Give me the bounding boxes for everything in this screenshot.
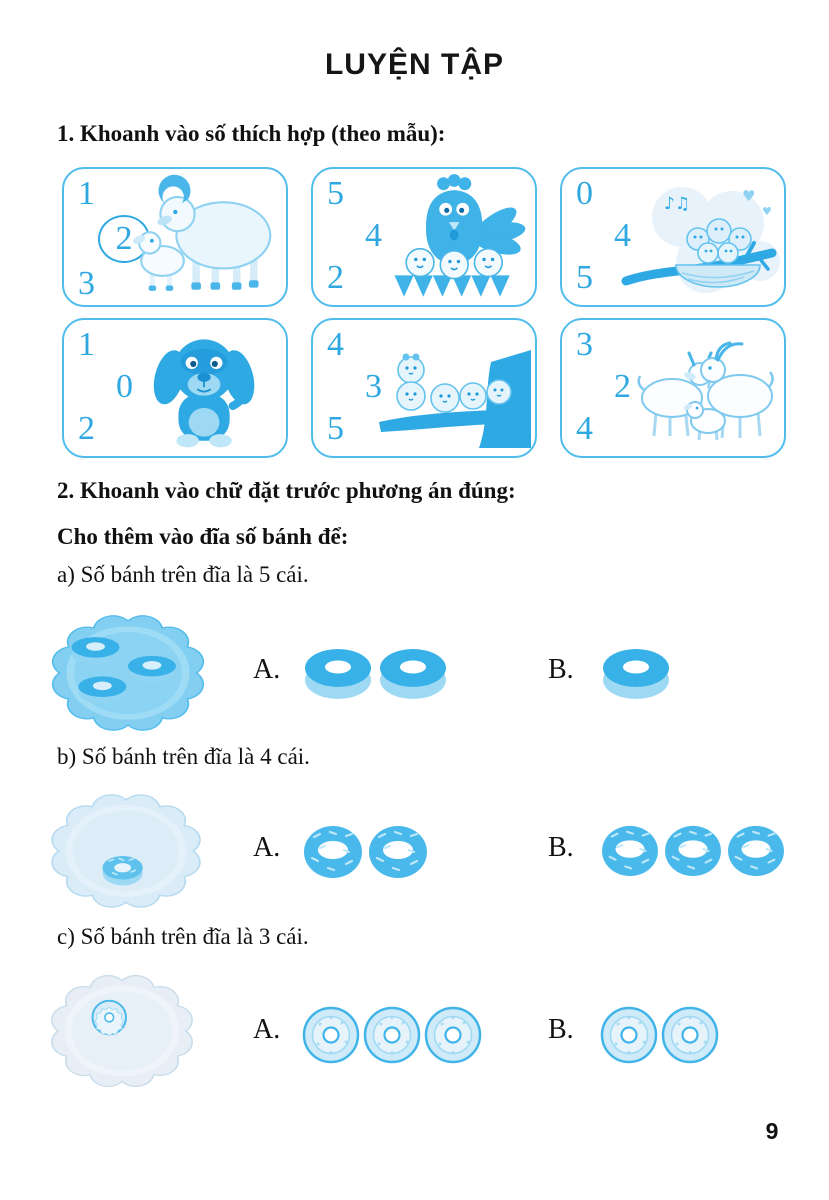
page-number: 9 — [765, 1118, 779, 1144]
item-a-row — [0, 608, 829, 742]
exercise1-box-nest — [560, 167, 786, 307]
number-choice[interactable]: 2 — [327, 259, 344, 296]
exercise1-box-hen — [311, 167, 537, 307]
donut-sprinkle-icon — [367, 824, 429, 880]
number-choice[interactable]: 4 — [576, 410, 593, 447]
exercise1-box-puppy — [62, 318, 288, 458]
donut-top-icon — [302, 1006, 360, 1064]
exercise1-heading: 1. Khoanh vào số thích hợp (theo mẫu): — [57, 121, 446, 146]
number-choice[interactable]: 0 — [576, 175, 593, 212]
item-c-label: c) Số bánh trên đĩa là 3 cái. — [57, 924, 309, 949]
exercise1-box-goats — [560, 318, 786, 458]
donut-sprinkle-icon — [302, 824, 364, 880]
donut-top-icon — [661, 1006, 719, 1064]
option-b-label[interactable]: B. — [548, 654, 574, 685]
donut-sprinkle-icon — [600, 824, 660, 878]
option-b-donuts[interactable] — [600, 824, 786, 878]
item-b-row — [0, 786, 829, 920]
donut-sprinkle-icon — [663, 824, 723, 878]
svg-text:♥: ♥ — [762, 205, 772, 218]
exercise2-subheading: Cho thêm vào đĩa số bánh để: — [57, 524, 349, 549]
exercise2-heading: 2. Khoanh vào chữ đặt trước phương án đúng: — [57, 478, 516, 503]
sheep-and-lamb-illustration — [122, 173, 282, 301]
plate-with-1-donut-illustration — [42, 968, 202, 1099]
number-choice[interactable]: 2 — [614, 368, 631, 405]
number-choice[interactable]: 4 — [614, 217, 631, 254]
chicks-on-branch-illustration — [371, 324, 531, 452]
number-choice[interactable]: 1 — [78, 175, 95, 212]
svg-text:♪♫: ♪♫ — [664, 194, 691, 214]
item-b-label: b) Số bánh trên đĩa là 4 cái. — [57, 744, 310, 769]
donut-sprinkle-icon — [726, 824, 786, 878]
hen-with-chicks-illustration — [371, 173, 531, 301]
donut-top-icon — [600, 1006, 658, 1064]
option-b-label[interactable]: B. — [548, 832, 574, 863]
number-choice[interactable]: 3 — [576, 326, 593, 363]
number-choice[interactable]: 5 — [327, 175, 344, 212]
number-choice[interactable]: 0 — [116, 368, 133, 405]
number-choice[interactable]: 4 — [327, 326, 344, 363]
option-a-donuts[interactable] — [302, 1006, 482, 1064]
birds-in-nest-illustration — [620, 173, 780, 301]
plate-with-1-donut-illustration — [42, 786, 210, 921]
number-choice[interactable]: 2 — [78, 410, 95, 447]
item-a-label: a) Số bánh trên đĩa là 5 cái. — [57, 562, 309, 587]
number-choice[interactable]: 5 — [327, 410, 344, 447]
option-a-donuts[interactable] — [302, 824, 429, 880]
number-choice[interactable]: 5 — [576, 259, 593, 296]
donut-side-icon — [377, 646, 449, 702]
number-choice[interactable]: 1 — [78, 326, 95, 363]
svg-text:♥: ♥ — [742, 187, 756, 205]
option-a-label[interactable]: A. — [253, 1014, 281, 1045]
option-b-donuts[interactable] — [600, 646, 672, 702]
page-title: LUYỆN TẬP — [324, 48, 504, 81]
donut-side-icon — [600, 646, 672, 702]
exercise1-box-chicks-branch — [311, 318, 537, 458]
number-choice-circled-example[interactable]: 2 — [98, 215, 150, 263]
option-b-label[interactable]: B. — [548, 1014, 574, 1045]
exercise1-boxes — [62, 167, 786, 458]
donut-top-icon — [424, 1006, 482, 1064]
donut-side-icon — [302, 646, 374, 702]
option-a-label[interactable]: A. — [253, 654, 281, 685]
goat-family-illustration — [620, 324, 780, 452]
plate-with-3-donuts-illustration — [42, 608, 214, 743]
puppy-illustration — [122, 324, 282, 452]
exercise1-box-sheep — [62, 167, 288, 307]
option-a-donuts[interactable] — [302, 646, 449, 702]
number-choice[interactable]: 3 — [78, 265, 95, 302]
option-b-donuts[interactable] — [600, 1006, 719, 1064]
option-a-label[interactable]: A. — [253, 832, 281, 863]
number-choice[interactable]: 4 — [365, 217, 382, 254]
donut-top-icon — [363, 1006, 421, 1064]
item-c-row — [0, 968, 829, 1102]
number-choice[interactable]: 3 — [365, 368, 382, 405]
